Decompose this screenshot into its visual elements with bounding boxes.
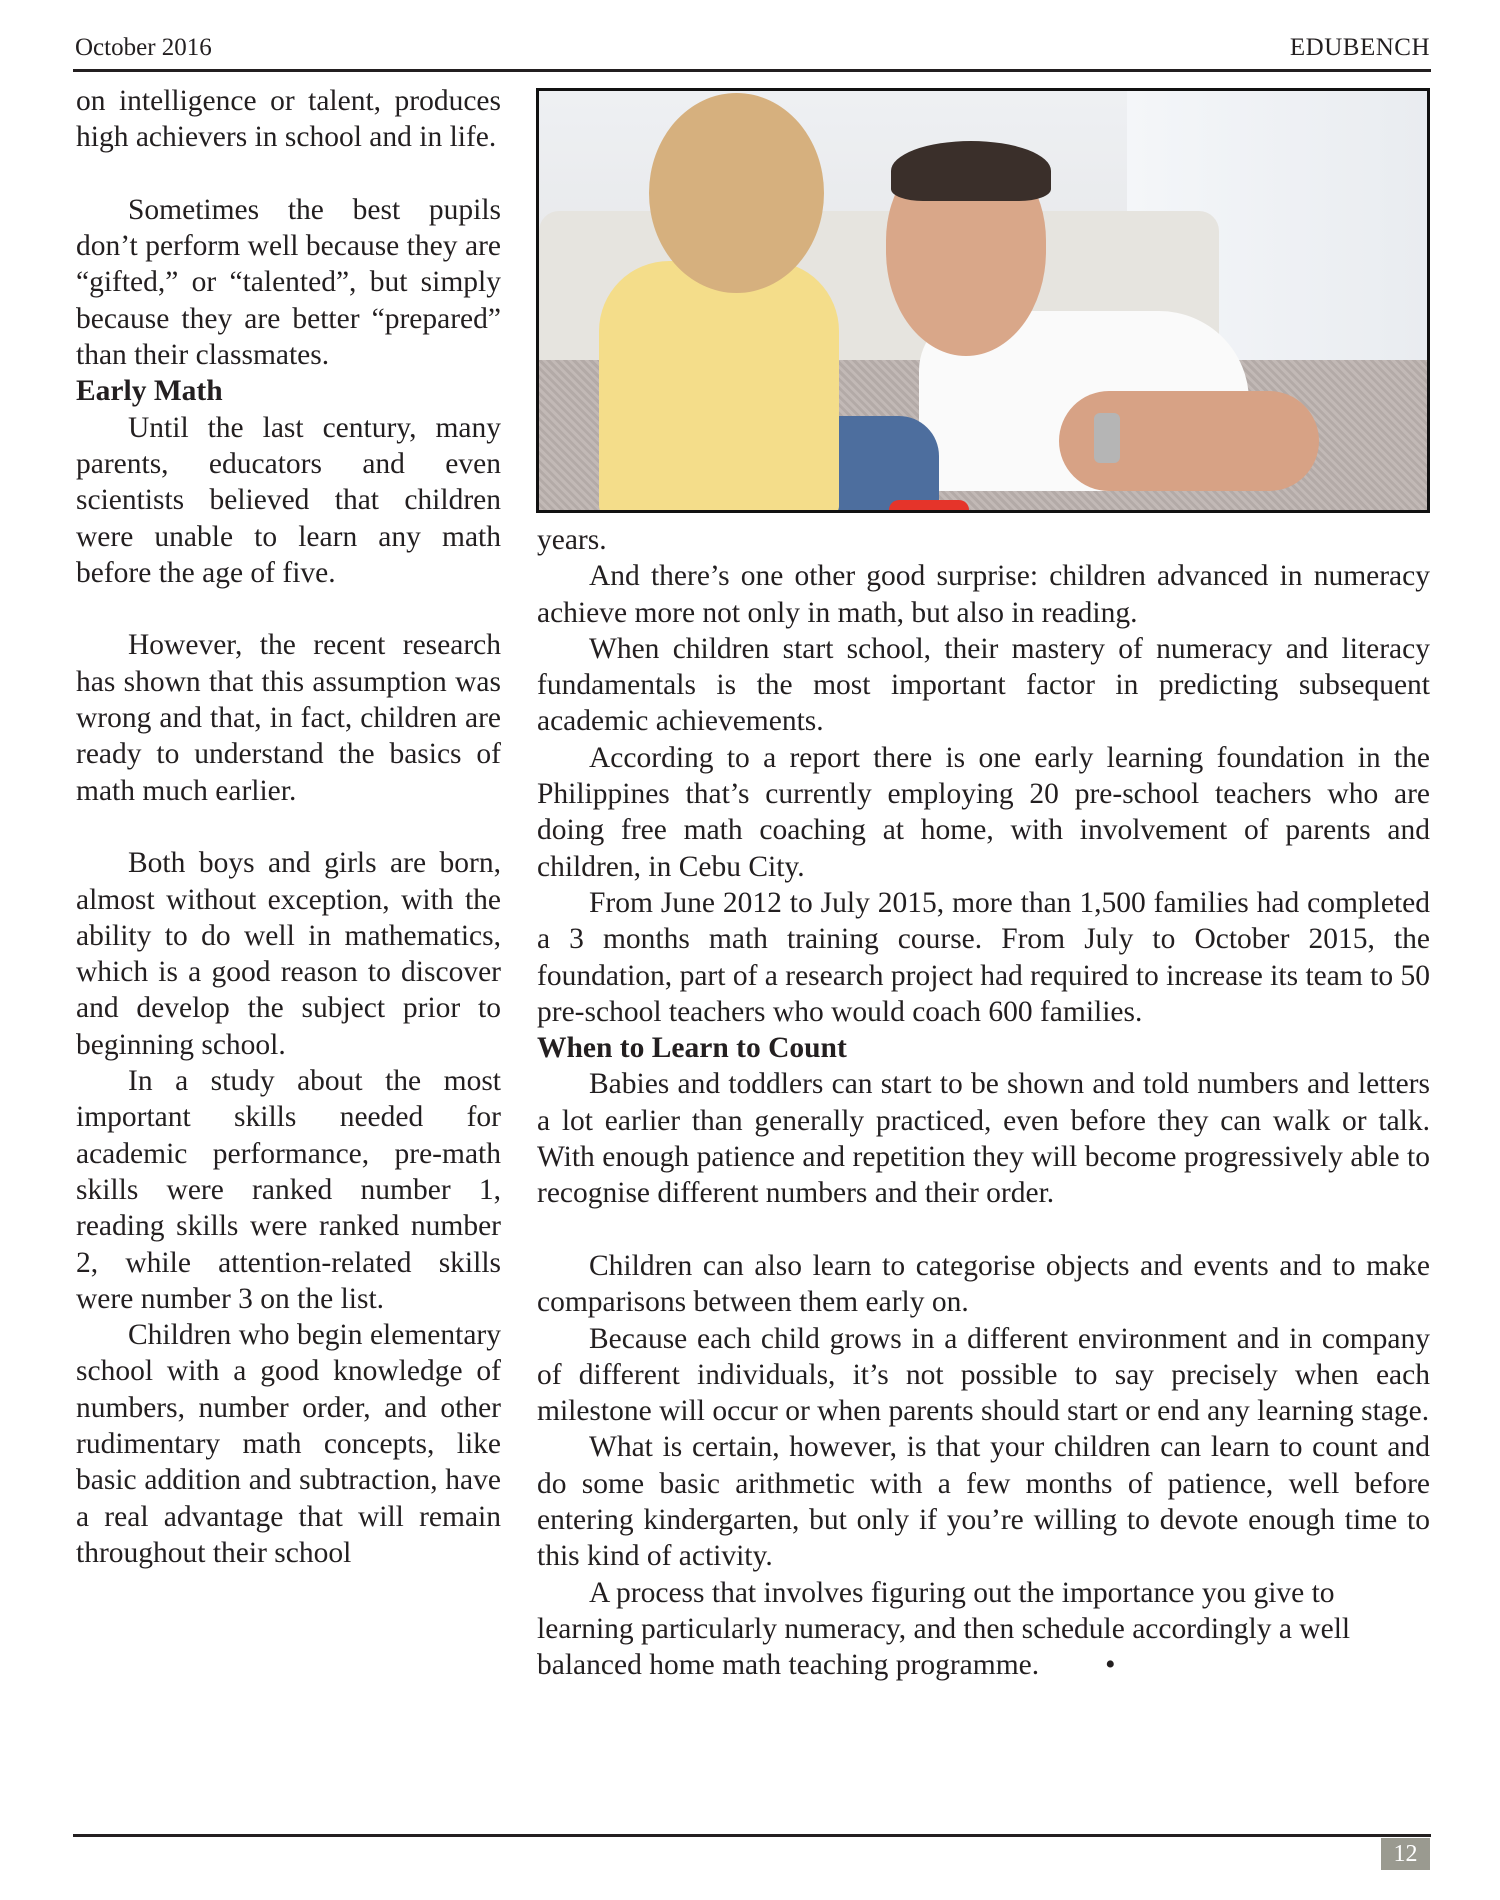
paragraph: Both boys and girls are born, almost without exception, with the ability to do well in mathematics, which is a good reason to discover and develop the subject prior to beginning school. <box>76 847 501 1061</box>
paragraph: From June 2012 to July 2015, more than 1,500 families had completed a 3 months math training course. From July to October 2015, the foundation, part of a research project had required to increase its team to 50 pre-school teachers who would coach 600 families. <box>537 886 1430 1028</box>
right-column <box>537 522 1430 1684</box>
photo-man-hair <box>891 141 1051 201</box>
paragraph: Children who begin elementary school with a good knowledge of numbers, number order, and other rudimentary math concepts, like basic addition and subtraction, have a real advantage that will remain throughout their school <box>76 1319 501 1569</box>
paragraph: However, the recent research has shown that this assumption was wrong and that, in fact, children are ready to understand the basics of math much earlier. <box>76 629 501 807</box>
paragraph-final <box>537 1575 1430 1684</box>
issue-date: October 2016 <box>75 34 212 61</box>
paragraph: on intelligence or talent, produces high achievers in school and in life. <box>76 85 501 154</box>
paragraph: Because each child grows in a different environment and in company of different individuals, it’s not possible to say precisely when each milestone will occur or when parents should start or end any learning stage. <box>537 1322 1430 1428</box>
page-number: 12 <box>1381 1838 1430 1870</box>
paragraph: And there’s one other good surprise: children advanced in numeracy achieve more not only in math, but also in reading. <box>537 560 1430 629</box>
paragraph: According to a report there is one early learning foundation in the Philippines that’s currently employing 20 pre-school teachers who are doing free math coaching at home, with involvement of parents and children, in Cebu City. <box>537 741 1430 883</box>
photo-toy <box>889 500 969 510</box>
paragraph: What is certain, however, is that your children can learn to count and do some basic arithmetic with a few months of patience, well before entering kindergarten, but only if you’re willing to devote enough time to this kind of activity. <box>537 1431 1430 1573</box>
section-heading-early-math: Early Math <box>76 375 223 408</box>
page-header <box>75 34 1430 70</box>
article-photo <box>536 88 1430 513</box>
header-rule <box>73 69 1431 72</box>
paragraph: When children start school, their mastery of numeracy and literacy fundamentals is the most important factor in predicting subsequent academic achievements. <box>537 632 1430 738</box>
paragraph: In a study about the most important skills needed for academic performance, pre-math skills were ranked number 1, reading skills were ranked number 2, while attention-related skills were number 3 on the list. <box>76 1065 501 1315</box>
left-column <box>76 83 501 1571</box>
paragraph: years. <box>537 524 607 556</box>
paragraph-text: A process that involves figuring out the importance you give to learning particularly numeracy, and then schedule accordingly a well balanced home math teaching programme. <box>537 1576 1351 1682</box>
paragraph: Sometimes the best pupils don’t perform well because they are “gifted,” or “talented”, but simply because they are better “prepared” than their classmates. <box>76 193 501 372</box>
paragraph: Children can also learn to categorise objects and events and to make comparisons between them early on. <box>537 1249 1430 1319</box>
photo-watch <box>1094 413 1120 463</box>
photo-child-shirt <box>599 261 839 513</box>
end-of-article-bullet-icon: • <box>1105 1649 1116 1682</box>
section-heading-when-to-count: When to Learn to Count <box>537 1032 847 1065</box>
footer-rule <box>73 1834 1431 1837</box>
paragraph: Until the last century, many parents, educators and even scientists believed that children were unable to learn any math before the age of five. <box>76 411 501 589</box>
photo-child-head <box>649 93 824 293</box>
publication-name: EDUBENCH <box>1289 34 1430 61</box>
paragraph: Babies and toddlers can start to be shown and told numbers and letters a lot earlier than generally practiced, even before they can walk or talk. With enough patience and repetition they will become progressively able to recognise different numbers and their order. <box>537 1068 1430 1210</box>
